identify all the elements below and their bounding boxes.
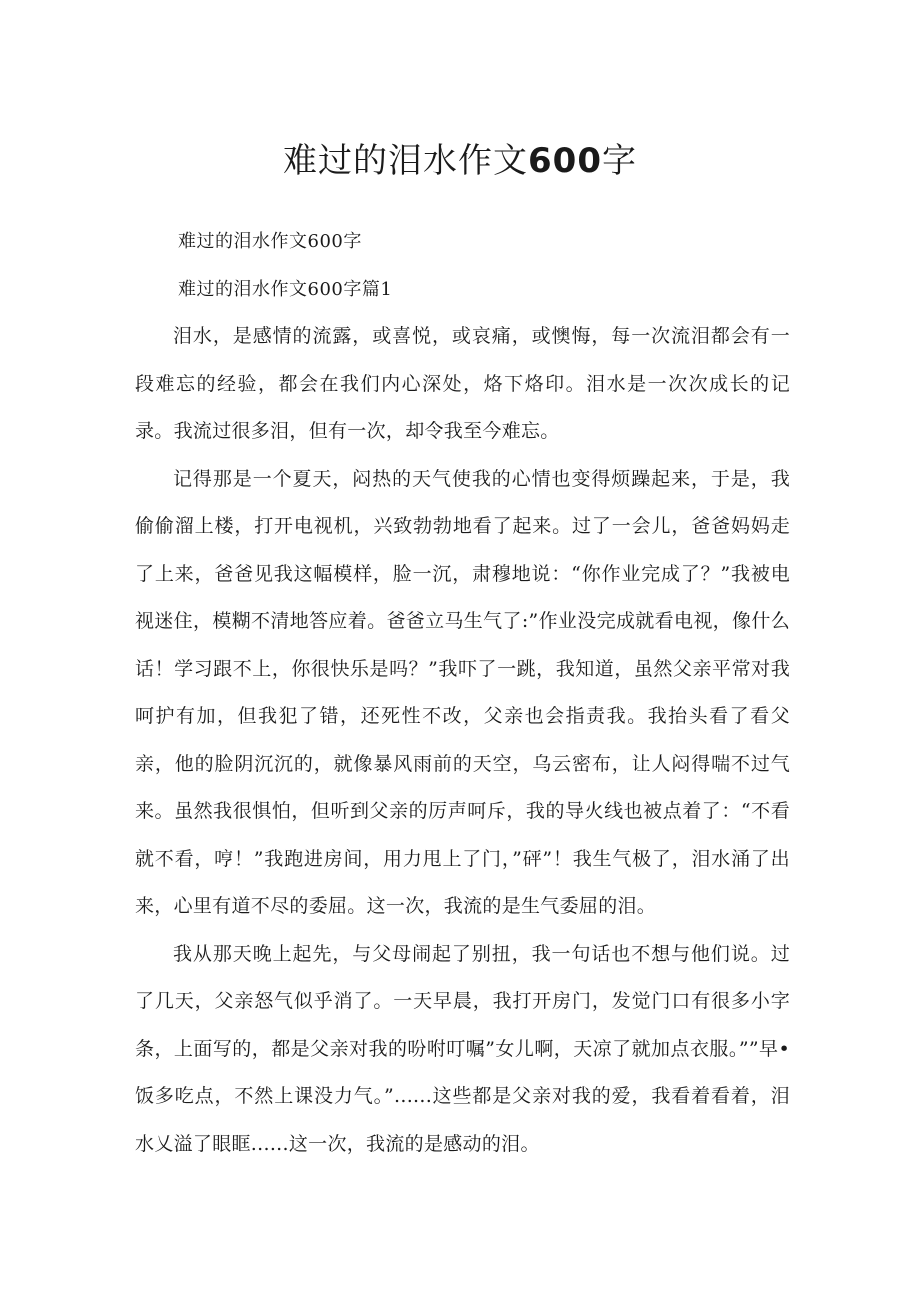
title-number: 600 bbox=[528, 141, 602, 181]
subheading-chapter: 难过的泪水作文600字篇1 bbox=[178, 279, 393, 300]
paragraph: 我从那天晚上起先，与父母闹起了别扭，我一句话也不想与他们说。过了几天，父亲怒气似乎消了。一天早晨，我打开房门，发觉门口有很多小字条，上面写的，都是父亲对我的吩咐叮嘱”女儿啊，天凉了就加点衣服。””早•饭多吃点，不然上课没力气。”......这些都是父亲对我的爱，我看着看着，泪水乂溢了眼眶......这一次，我流的是感动的泪。 bbox=[135, 942, 790, 1155]
subheading-topic: 难过的泪水作文600字 bbox=[178, 231, 362, 252]
document-title bbox=[0, 136, 920, 186]
document-body bbox=[135, 313, 790, 1168]
title-suffix: 字 bbox=[601, 141, 637, 181]
paragraph: 泪水，是感情的流露，或喜悦，或哀痛，或懊悔，每一次流泪都会有一段难忘的经验，都会在我们内心深处，烙下烙印。泪水是一次次成长的记录。我流过很多泪，但有一次，却令我至今难忘。 bbox=[135, 325, 790, 442]
paragraph: 记得那是一个夏天，闷热的天气使我的心情也变得烦躁起来，于是，我偷偷溜上楼，打开电视机，兴致勃勃地看了起来。过了一会儿，爸爸妈妈走了上来，爸爸见我这幅模样，脸一沉，肃穆地说：“你作业完成了？”我被电视迷住，模糊不清地答应着。爸爸立马生气了:”作业没完成就看电视，像什么话！学习跟不上，你很快乐是吗？”我吓了一跳，我知道，虽然父亲平常对我呵护有加，但我犯了错，还死性不改，父亲也会指责我。我抬头看了看父亲，他的脸阴沉沉的，就像暴风雨前的天空，乌云密布，让人闷得喘不过气来。虽然我很惧怕，但听到父亲的厉声呵斥，我的导火线也被点着了：“不看就不看，哼！”我跑进房间，用力甩上了门，”砰”！我生气极了，泪水涌了出来，心里有道不尽的委屈。这一次，我流的是生气委屈的泪。 bbox=[135, 467, 790, 917]
title-text: 难过的泪水作文 bbox=[283, 141, 528, 181]
